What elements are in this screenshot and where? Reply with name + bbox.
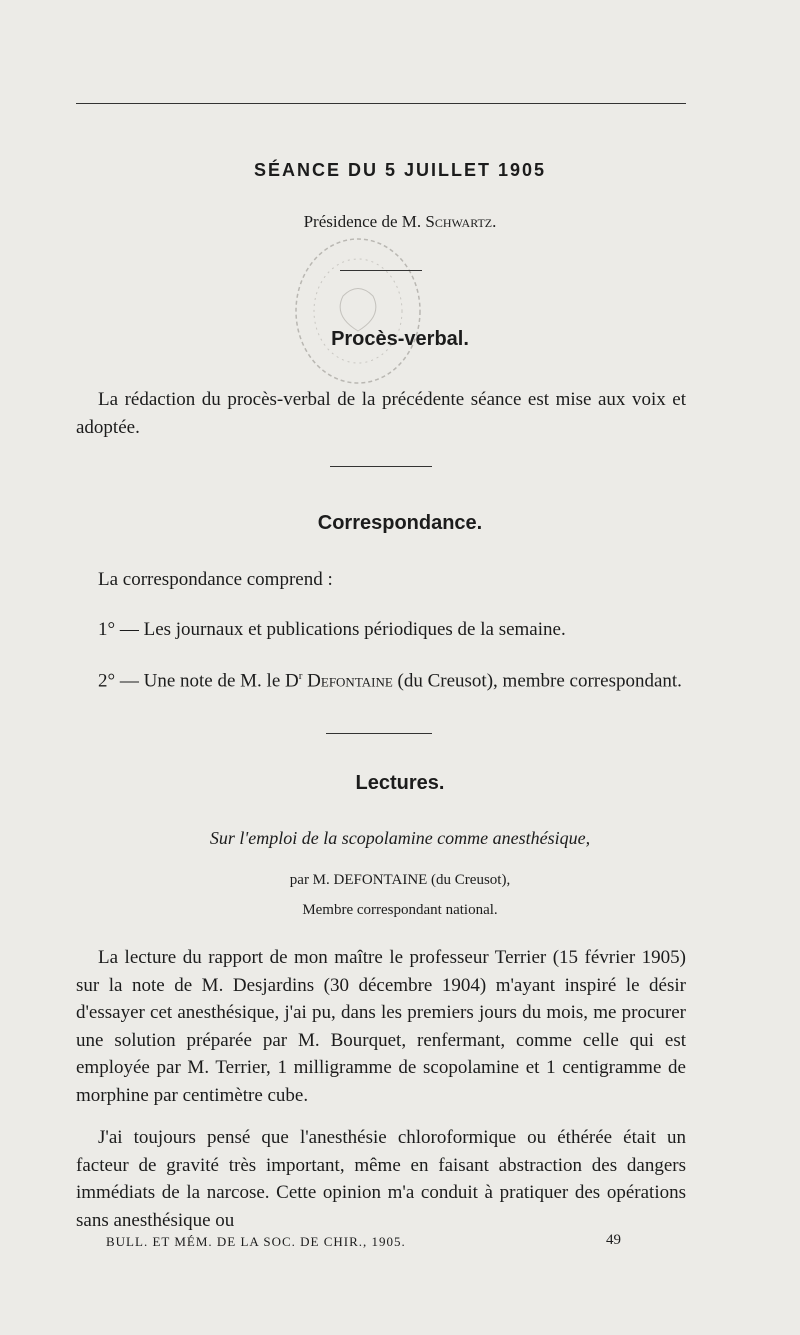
- item2-rest: (du Creusot), membre correspondant.: [392, 670, 682, 692]
- item2-superscript: r: [298, 670, 303, 682]
- item2-text: 2° — Une note de M. le D: [98, 670, 299, 692]
- lecture-paragraph-1: La lecture du rapport de mon maître le professeur Terrier (15 février 1905) sur la note de M. Desjardins (30 décembre 1904) m'ayant inspiré le désir d'essayer cet anesthésique, j'ai pu, dans les premiers jours du mois, me procurer une solution préparée par M. Bourquet, renfermant, comme celle qui est employée par M. Terrier, 1 milligramme de scopolamine et 1 centigramme de morphine par centimètre cube.: [76, 947, 686, 1106]
- proces-verbal-text: La rédaction du procès-verbal de la précédente séance est mise aux voix et adoptée.: [76, 389, 686, 438]
- proces-verbal-title: Procès-verbal.: [331, 328, 469, 350]
- item2-name: Defontaine: [302, 670, 393, 692]
- lecture-paragraph-2: J'ai toujours pensé que l'anesthésie chloroformique ou éthérée était un facteur de gravité très important, même en faisant abstraction des dangers immédiats de la narcose. Cette opinion m'a conduit à pratiquer des opérations sans anesthésique ou: [76, 1127, 686, 1231]
- page-number: 49: [606, 1232, 621, 1248]
- article-title: Sur l'emploi de la scopolamine comme anesthésique,: [209, 828, 591, 848]
- correspondance-item-2: [76, 663, 686, 695]
- correspondance-intro: La correspondance comprend :: [98, 569, 333, 590]
- library-stamp-icon: [288, 226, 428, 396]
- top-rule: [76, 103, 686, 104]
- author-role: Membre correspondant national.: [302, 902, 498, 918]
- divider-rule: [326, 733, 432, 734]
- presidency-prefix: Présidence de M.: [303, 212, 422, 231]
- article-author: par M. DEFONTAINE (du Creusot),: [289, 872, 511, 888]
- session-title: SÉANCE DU 5 JUILLET 1905: [253, 160, 547, 180]
- lectures-title: Lectures.: [355, 772, 445, 794]
- divider-rule: [330, 466, 432, 467]
- divider-rule: [340, 270, 422, 271]
- correspondance-item-1: 1° — Les journaux et publications périodiques de la semaine.: [98, 619, 566, 640]
- footer-journal: BULL. ET MÉM. DE LA SOC. DE CHIR., 1905.: [106, 1234, 406, 1249]
- correspondance-title: Correspondance.: [317, 512, 483, 534]
- president-name: Schwartz.: [425, 212, 497, 231]
